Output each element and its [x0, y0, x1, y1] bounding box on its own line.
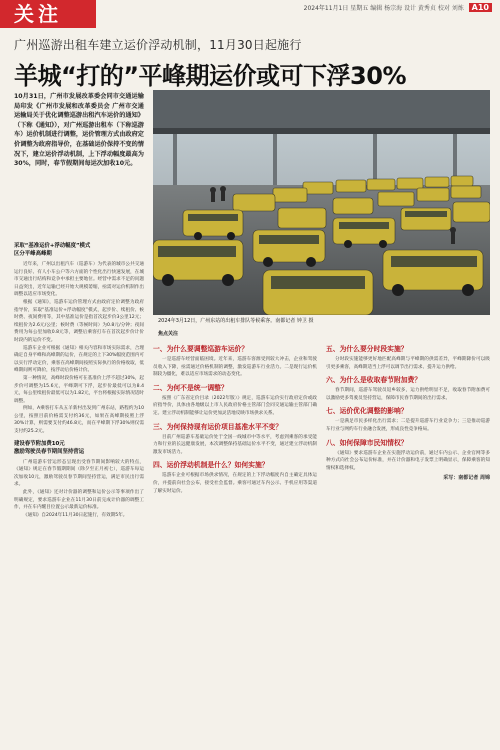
paragraph: 广州巡游车营运形态呈现出受春节期间影响较大的特点，《通知》规定在春节假期期间（除夕至正月初七），巡游车每运次加收10元，激励驾驶员春节期间坚持营运，满足市民出行需求。 [14, 459, 144, 488]
article-column-middle [153, 340, 317, 740]
news-photo [153, 90, 490, 315]
paragraph: 第一种情况，高峰时段价格可在基准价上浮不超过30%，起步价可调整为15.6元，平峰期可下浮，起步价最低可以为8.4元，每公里续租价最低可以为1.82元，平台将根据实际情况适时调整。 [14, 375, 144, 404]
answer-paragraph: 分时段实施能够更好地匹配高峰期与平峰期的供需差异，平峰期降价可以吸引更多乘客，高峰期适当上浮可以调节出行需求、提升运力供给。 [326, 357, 490, 370]
paragraph: 巡游车企业可根据《通知》相关内容和市场实际需求，合理确定自身平峰和高峰期的运价，在规定的上下30%幅度范围内可以实行浮动定价，乘客在高峰期间按照实际执行的价格收取，低峰期间则可降价，按浮动后价格计价。 [14, 345, 144, 374]
page-header [0, 0, 500, 26]
focus-byline: 焦点关注 [158, 331, 179, 337]
header-info [100, 3, 492, 12]
question-heading: 六、为什么是收取春节附加费？ [326, 376, 422, 385]
question-heading: 三、为何保持现有运价项目基准水平不变？ [153, 422, 283, 431]
reporter-credit: 采写：南都记者 周锦 [443, 475, 490, 482]
main-headline: 羊城“打的”平峰期运价或可下浮30% [14, 62, 406, 90]
paragraph: 《通知》自2024年11月30日起施行，有效期5年。 [23, 512, 128, 518]
section-tag: 关注 [0, 0, 96, 28]
photo-caption: 2024年3月12日，广州东站的出租车排队等候乘客。南都记者 钟卫 摄 [158, 318, 314, 324]
paragraph: 例如，A乘客打车从五羊新村出发到广州东站，路程约为10公里，按照目前价格需支付约36元，如果在高峰期按照上浮30%计算，则需要支付约46.8元，而在平峰期下浮30%则仅需支付约25.2元。 [14, 406, 144, 435]
answer-paragraph: 目前广州巡游车基础运价处于全国一线城市中等水平，考虑到乘客的承受能力和行业的长远健康发展，本次调整保持基础运价水平不变，通过建立浮动机制激发市场活力。 [153, 434, 317, 455]
answer-paragraph: 一是巡游车经营面临困境。近年来，巡游车客源受到较大冲击，企业和驾驶员收入下降，亟需通过价格机制的调整，激发巡游车行业活力。二是现行运价机制较为僵化，难以适应市场需求的动态变化。 [153, 357, 317, 378]
article-column-right [326, 340, 490, 740]
question-heading: 四、运价浮动机制是什么？如何实施？ [153, 461, 269, 470]
editors-line: 编辑 杨宗海 设计 黄秀贞 校对 刘炼 [370, 5, 464, 12]
paragraph: 根据《通知》，巡游车运价管理方式由政府定价调整为政府指导价，采取“基准运价+浮动幅度”模式，起步价、续租价、候时费、夜间费用等，其中基准运价是指首次起步价3公里12元；续租价为2.6元/公里；候时费（等候时间）为0.8元/分钟；夜间费用为每公里加收0.8元等，调整后乘客打车在首次起步价计价时段内的运价不变。 [14, 299, 144, 343]
article-column-left [14, 238, 144, 738]
subhead-float-mechanism: 采取“基准运价+浮动幅度”模式 区分平峰高峰期 [14, 243, 91, 257]
answer-paragraph: 巡游车企业可根据市场供求情况，在规定的上下浮动幅度内自主确定具体运价，并提前向社会公布，接受社会监督。乘客可通过车内公示、手机应用等渠道了解实时运价。 [153, 473, 317, 494]
paragraph: 此外，《通知》还对计价器的调整和运价公示等事项作出了明确规定，要求巡游车企业在11月30日前完成计价器的调整工作，并在车内醒目位置公示最新运价标准。 [14, 490, 144, 511]
question-heading: 一、为什么要调整巡游车运价？ [153, 345, 249, 353]
answer-paragraph: 按照《广东省定价目录（2022年版）》规定，巡游车运价实行政府定价或政府指导价，具体由各地级以上市人民政府价格主管部门会同交通运输主管部门确定。建立浮动机制能够让运价更加灵活地反映市场供求关系。 [153, 395, 317, 416]
taxi-queue-photo [153, 90, 490, 315]
lead-paragraph: 10月31日，广州市发展改革委会同市交通运输局印发《广州市发展和改革委员会 广州市交通运输局关于优化调整巡游出租汽车运价的通知》（下称《通知》），对广州巡游出租车（下称巡游车）运价机制进行调整，运价管理方式由政府定价调整为政府指导价，在基础运价保持不变的情况下，建立运价浮动机制，上下浮动幅度最高为30%，同时，春节假期间每运次加收10元。 [14, 93, 144, 168]
answer-paragraph: 一是满足市民多样化出行需求；二是提升巡游车行业竞争力；三是推动巡游车行业与网约车行业融合发展，形成良性竞争格局。 [326, 419, 490, 432]
answer-paragraph: 《通知》要求巡游车企业在实施浮动运价前，通过车内公示、企业官网等多种方式向社会公布运价标准，并在计价器和电子发票上明确显示，保障乘客的知情权和选择权。 [326, 450, 490, 471]
subhead-spring-festival: 建设春节附加费10元 激励驾驶员春节期间坚持营运 [14, 440, 85, 455]
page-number: A10 [469, 3, 492, 12]
answer-paragraph: 春节期间，巡游车驾驶员返乡较多，运力供给明显不足，收取春节附加费可以激励更多驾驶员坚持营运，保障市民春节期间的出行需求。 [326, 388, 490, 401]
kicker-headline: 广州巡游出租车建立运价浮动机制，11月30日起施行 [14, 38, 302, 52]
question-heading: 二、为何不是统一调整？ [153, 383, 228, 392]
paragraph: 近年来，广州以出租汽车（巡游车）为代表的城市公共交通运行良好、有人小车公户等六方面的个性化出行快速发展，在城市交通出行结构和竞争中承担主要地位。经营中需求不足的问题日益突出，近年运输已经开始大规模萎缩，亟需对运价机制作出调整以适应市场变化。 [14, 262, 144, 298]
question-heading: 八、如何保障市民知情权？ [326, 438, 408, 447]
issue-date: 2024年11月1日 星期五 [303, 5, 369, 12]
question-heading: 五、为什么要分时段实施？ [326, 345, 408, 353]
question-heading: 七、运价优化调整的影响？ [326, 407, 408, 416]
